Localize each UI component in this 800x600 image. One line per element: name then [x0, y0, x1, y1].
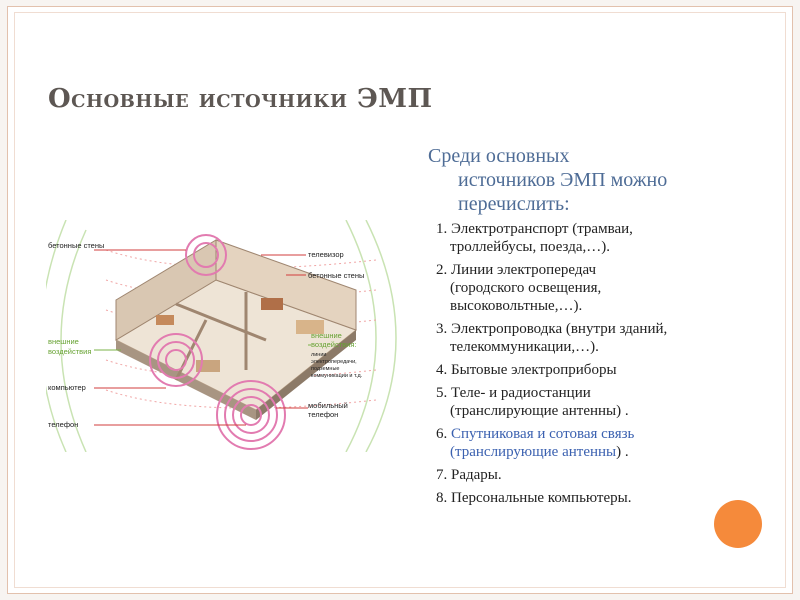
item-text: Персональные компьютеры.	[451, 490, 632, 506]
list-item	[436, 384, 776, 420]
label-ext-right-3: линии	[311, 352, 327, 358]
label-ext-left-1: внешние	[48, 337, 79, 346]
label-computer: компьютер	[48, 383, 86, 392]
item-text-cont-tail: ) .	[616, 444, 629, 460]
label-phone: телефон	[48, 420, 79, 429]
list-item	[436, 320, 776, 356]
item-text: Электротранспорт (трамваи,	[451, 221, 633, 237]
item-number: 1.	[436, 221, 448, 237]
item-text-cont: троллейбусы, поезда,…).	[450, 239, 610, 255]
item-text: Теле- и радиостанции	[451, 385, 591, 401]
item-text-cont2: высоковольтные,…).	[450, 298, 583, 314]
item-number: 2.	[436, 262, 448, 278]
label-mobile-2: телефон	[308, 410, 339, 419]
list-item	[436, 361, 776, 379]
list-item	[436, 261, 776, 315]
list-item	[436, 466, 776, 484]
item-number: 4.	[436, 362, 448, 378]
item-number: 7.	[436, 467, 448, 483]
sources-list	[436, 220, 776, 512]
emf-house-diagram	[46, 220, 420, 452]
list-item	[436, 220, 776, 256]
item-number: 6.	[436, 426, 448, 442]
label-ext-right-6: коммуникации и т.д.	[311, 373, 363, 379]
slide-title: Основные источники ЭМП	[48, 84, 433, 114]
label-tv: телевизор	[308, 250, 344, 259]
item-number: 3.	[436, 321, 448, 337]
item-number: 8.	[436, 490, 448, 506]
label-ext-right-2: воздействия:	[311, 340, 357, 349]
desk-icon	[156, 315, 174, 325]
label-ext-right-1: внешние	[311, 331, 342, 340]
label-ext-left-2: воздействия	[48, 347, 92, 356]
label-concrete-walls-left: бетонные стены	[48, 241, 105, 250]
item-text-highlight: Спутниковая и сотовая связь	[451, 426, 635, 442]
intro-line-2: источников ЭМП можно	[458, 169, 668, 191]
item-text-cont: (транслирующие антенны) .	[450, 403, 629, 419]
intro-line-3: перечислить:	[458, 193, 570, 215]
label-mobile-1: мобильный	[308, 401, 348, 410]
item-text-cont-highlight: (транслирующие антенны	[450, 444, 617, 460]
tv-stand-icon	[261, 298, 283, 310]
item-text-cont: телекоммуникации,…).	[450, 339, 599, 355]
label-concrete-walls-right: бетонные стены	[308, 271, 365, 280]
decorative-orange-circle	[714, 500, 762, 548]
list-item	[436, 425, 776, 461]
intro-line-1: Среди основных	[428, 145, 570, 167]
intro-text	[428, 144, 758, 216]
item-text: Бытовые электроприборы	[451, 362, 617, 378]
item-text-cont: (городского освещения,	[450, 280, 602, 296]
item-text: Электропроводка (внутри зданий,	[451, 321, 668, 337]
item-text: Линии электропередач	[451, 262, 597, 278]
label-ext-right-5: подземные	[311, 366, 340, 372]
item-text: Радары.	[451, 467, 502, 483]
item-number: 5.	[436, 385, 448, 401]
label-ext-right-4: электропередачи,	[311, 359, 357, 365]
